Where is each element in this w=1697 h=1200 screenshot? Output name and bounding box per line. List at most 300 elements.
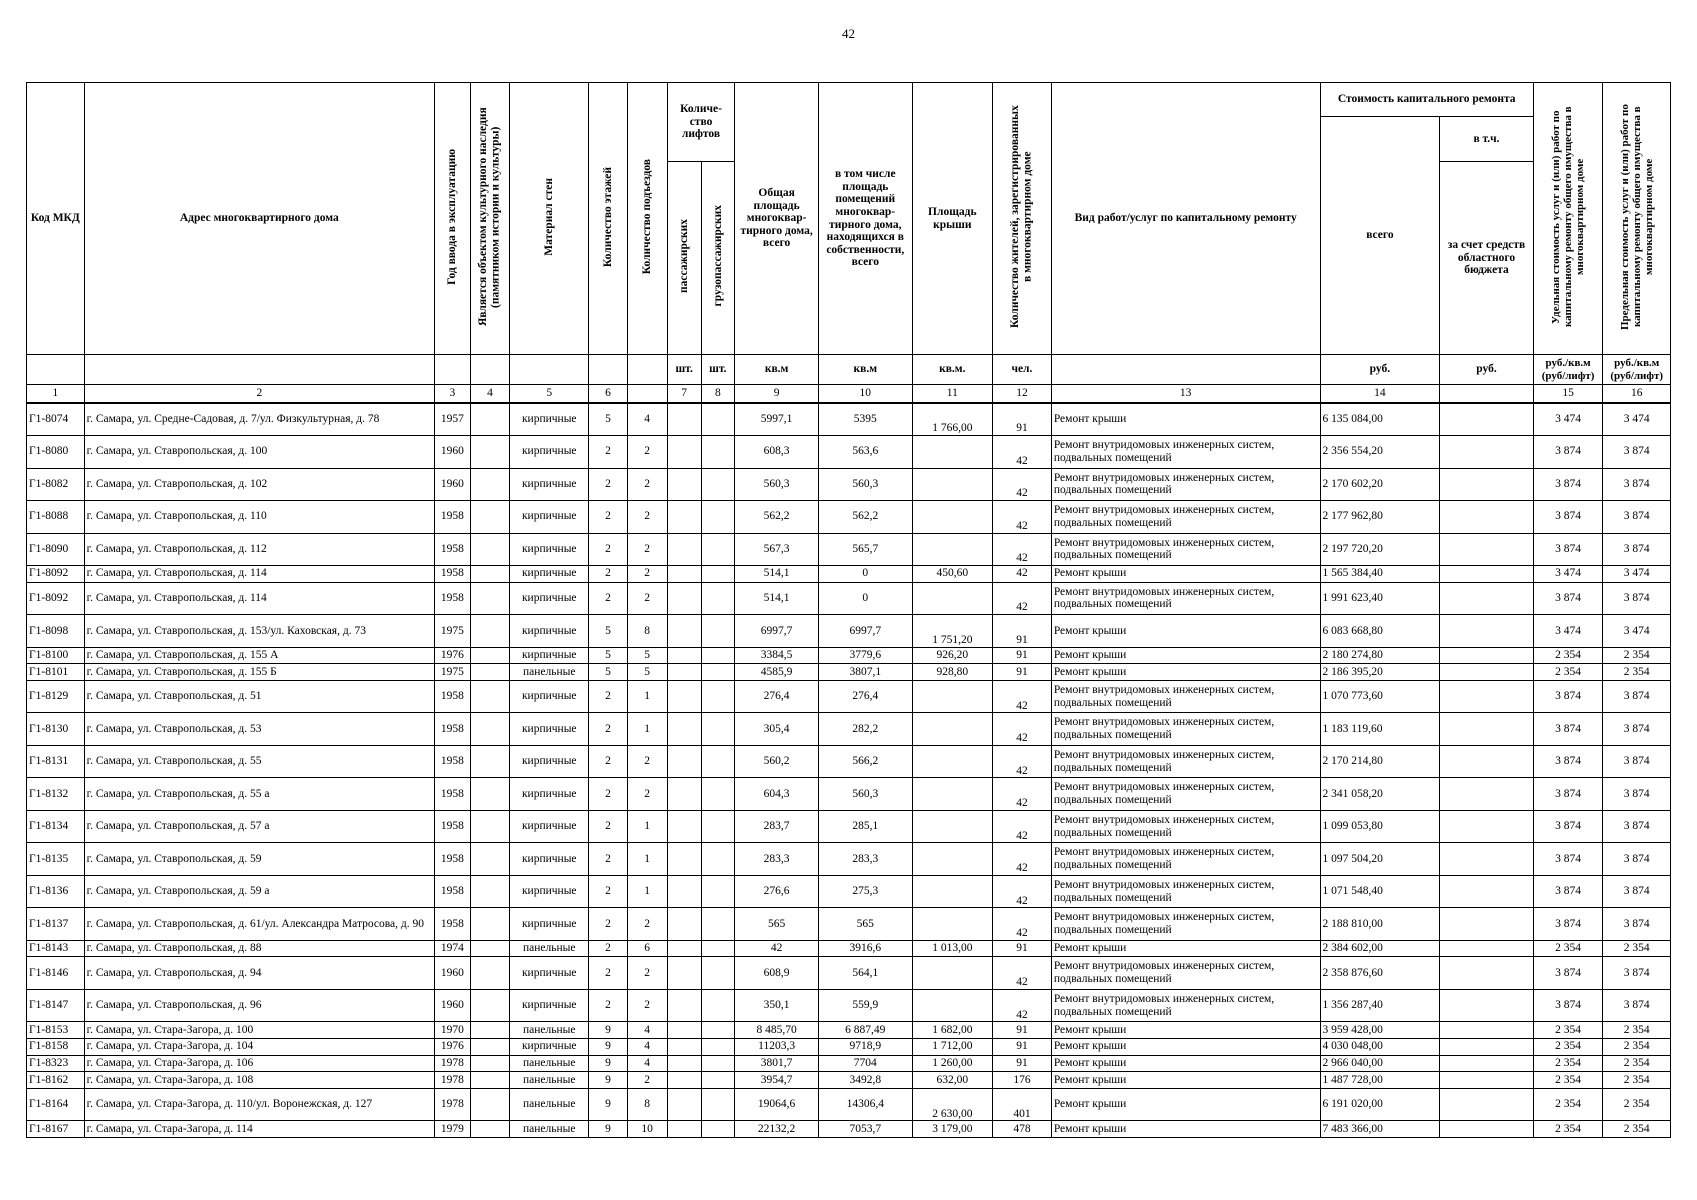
table-cell-regional: [1440, 1072, 1534, 1089]
table-cell-walls: кирпичные: [510, 1038, 589, 1055]
table-cell-lifts-cargo: [701, 468, 735, 501]
table-cell-code: Г1-8098: [27, 615, 85, 648]
table-cell-total-area: 276,4: [735, 680, 819, 713]
table-cell-entrances: 2: [627, 566, 667, 583]
table-cell-owned-area: 275,3: [819, 875, 913, 908]
table-cell-residents: 42: [993, 533, 1052, 566]
table-cell-residents: 91: [993, 1022, 1052, 1039]
table-cell-heritage: [470, 1121, 509, 1138]
table-cell-year: 1958: [434, 582, 470, 615]
table-cell-unit-cost: 2 354: [1533, 940, 1603, 957]
table-cell-lifts-passenger: [667, 1022, 701, 1039]
table-cell-regional: [1440, 778, 1534, 811]
header-lifts-cargo: грузопассажирских: [711, 205, 724, 307]
table-cell-address: г. Самара, ул. Ставропольская, д. 112: [84, 533, 434, 566]
column-number: 3: [434, 385, 470, 404]
table-cell-year: 1958: [434, 778, 470, 811]
header-cost-total: всего: [1320, 117, 1440, 355]
table-row: [27, 647, 1671, 664]
table-cell-owned-area: 566,2: [819, 745, 913, 778]
table-cell-residents: 42: [993, 745, 1052, 778]
table-cell-year: 1975: [434, 615, 470, 648]
header-floors: Количество этажей: [601, 166, 614, 267]
table-row: [27, 533, 1671, 566]
table-cell-total-area: 565: [735, 908, 819, 941]
table-cell-owned-area: 6997,7: [819, 615, 913, 648]
table-cell-lifts-cargo: [701, 533, 735, 566]
table-cell-address: г. Самара, ул. Ставропольская, д. 114: [84, 566, 434, 583]
table-cell-owned-area: 276,4: [819, 680, 913, 713]
unit-rate: руб./кв.м (руб/лифт): [1533, 355, 1603, 385]
table-cell-heritage: [470, 1022, 509, 1039]
table-cell-unit-cost: 2 354: [1533, 1038, 1603, 1055]
table-cell-lifts-passenger: [667, 1038, 701, 1055]
column-number: 2: [84, 385, 434, 404]
header-regional-budget: за счет средств областного бюджета: [1440, 162, 1534, 355]
table-cell-owned-area: 283,3: [819, 843, 913, 876]
table-cell-work-type: Ремонт крыши: [1051, 1072, 1320, 1089]
table-row: [27, 810, 1671, 843]
table-cell-lifts-passenger: [667, 843, 701, 876]
table-row: [27, 1072, 1671, 1089]
table-cell-regional: [1440, 810, 1534, 843]
table-cell-heritage: [470, 989, 509, 1022]
table-cell-lifts-passenger: [667, 664, 701, 681]
table-row: [27, 582, 1671, 615]
table-cell-heritage: [470, 582, 509, 615]
column-number: 8: [701, 385, 735, 404]
table-cell-work-type: Ремонт внутридомовых инженерных систем, подвальных помещений: [1051, 989, 1320, 1022]
table-cell-unit-cost: 3 874: [1533, 843, 1603, 876]
table-cell-limit-cost: 3 874: [1603, 843, 1671, 876]
table-cell-code: Г1-8082: [27, 468, 85, 501]
table-cell-roof-area: [912, 468, 993, 501]
table-row: [27, 664, 1671, 681]
table-cell-address: г. Самара, ул. Ставропольская, д. 59: [84, 843, 434, 876]
table-cell-residents: 91: [993, 1038, 1052, 1055]
table-cell-code: Г1-8143: [27, 940, 85, 957]
table-cell-address: г. Самара, ул. Ставропольская, д. 55: [84, 745, 434, 778]
table-cell-limit-cost: 2 354: [1603, 1072, 1671, 1089]
table-cell-year: 1974: [434, 940, 470, 957]
table-cell-lifts-cargo: [701, 680, 735, 713]
table-cell-limit-cost: 3 874: [1603, 745, 1671, 778]
table-cell-cost-total: 1 070 773,60: [1320, 680, 1440, 713]
table-cell-address: г. Самара, ул. Ставропольская, д. 94: [84, 957, 434, 990]
column-number: 6: [589, 385, 627, 404]
table-cell-total-area: 42: [735, 940, 819, 957]
table-cell-heritage: [470, 713, 509, 746]
table-cell-year: 1958: [434, 566, 470, 583]
table-cell-lifts-passenger: [667, 1055, 701, 1072]
table-cell-heritage: [470, 1072, 509, 1089]
table-cell-regional: [1440, 957, 1534, 990]
table-cell-limit-cost: 2 354: [1603, 1055, 1671, 1072]
table-cell-code: Г1-8167: [27, 1121, 85, 1138]
table-cell-total-area: 11203,3: [735, 1038, 819, 1055]
table-cell-floors: 2: [589, 582, 627, 615]
table-cell-limit-cost: 2 354: [1603, 1121, 1671, 1138]
table-cell-entrances: 5: [627, 664, 667, 681]
table-cell-year: 1978: [434, 1055, 470, 1072]
table-cell-address: г. Самара, ул. Стара-Загора, д. 108: [84, 1072, 434, 1089]
table-cell-residents: 401: [993, 1088, 1052, 1121]
header-roof-area: Площадь крыши: [912, 83, 993, 355]
table-cell-limit-cost: 2 354: [1603, 940, 1671, 957]
table-cell-roof-area: [912, 582, 993, 615]
table-cell-lifts-passenger: [667, 713, 701, 746]
table-cell-lifts-passenger: [667, 989, 701, 1022]
table-cell-year: 1979: [434, 1121, 470, 1138]
table-cell-lifts-cargo: [701, 403, 735, 436]
table-cell-floors: 9: [589, 1022, 627, 1039]
table-row: [27, 468, 1671, 501]
table-cell-regional: [1440, 436, 1534, 469]
table-row: [27, 1088, 1671, 1121]
table-cell-unit-cost: 2 354: [1533, 1121, 1603, 1138]
column-number: 16: [1603, 385, 1671, 404]
table-cell-address: г. Самара, ул. Стара-Загора, д. 104: [84, 1038, 434, 1055]
table-cell-lifts-cargo: [701, 1022, 735, 1039]
column-number: 14: [1320, 385, 1440, 404]
table-cell-lifts-passenger: [667, 957, 701, 990]
table-cell-code: Г1-8162: [27, 1072, 85, 1089]
header-total-area: Общая площадь многоквар- тирного дома, всего: [735, 83, 819, 355]
table-cell-roof-area: 1 766,00: [912, 403, 993, 436]
table-cell-year: 1976: [434, 647, 470, 664]
table-cell-code: Г1-8153: [27, 1022, 85, 1039]
table-row: [27, 615, 1671, 648]
table-cell-entrances: 2: [627, 501, 667, 534]
capital-repair-table: [26, 82, 1671, 1138]
table-cell-regional: [1440, 875, 1534, 908]
table-cell-unit-cost: 2 354: [1533, 1055, 1603, 1072]
table-cell-regional: [1440, 940, 1534, 957]
table-cell-cost-total: 1 099 053,80: [1320, 810, 1440, 843]
table-cell-floors: 2: [589, 501, 627, 534]
table-cell-total-area: 514,1: [735, 566, 819, 583]
table-cell-walls: кирпичные: [510, 745, 589, 778]
table-cell-code: Г1-8158: [27, 1038, 85, 1055]
table-cell-walls: панельные: [510, 1088, 589, 1121]
table-cell-floors: 2: [589, 940, 627, 957]
table-row: [27, 566, 1671, 583]
table-cell-floors: 2: [589, 810, 627, 843]
table-cell-code: Г1-8129: [27, 680, 85, 713]
column-number: 13: [1051, 385, 1320, 404]
table-cell-heritage: [470, 940, 509, 957]
table-cell-owned-area: 560,3: [819, 468, 913, 501]
table-cell-unit-cost: 2 354: [1533, 1022, 1603, 1039]
table-cell-work-type: Ремонт внутридомовых инженерных систем, подвальных помещений: [1051, 778, 1320, 811]
table-cell-total-area: 560,2: [735, 745, 819, 778]
table-cell-lifts-cargo: [701, 615, 735, 648]
table-cell-year: 1957: [434, 403, 470, 436]
unit-rub: руб.: [1320, 355, 1440, 385]
table-cell-work-type: Ремонт крыши: [1051, 403, 1320, 436]
table-cell-code: Г1-8088: [27, 501, 85, 534]
table-cell-heritage: [470, 1088, 509, 1121]
table-cell-code: Г1-8130: [27, 713, 85, 746]
table-cell-limit-cost: 3 874: [1603, 680, 1671, 713]
table-cell-owned-area: 9718,9: [819, 1038, 913, 1055]
table-cell-limit-cost: 2 354: [1603, 1088, 1671, 1121]
unit-rub: руб.: [1440, 355, 1534, 385]
table-cell-work-type: Ремонт крыши: [1051, 1121, 1320, 1138]
table-cell-work-type: Ремонт внутридомовых инженерных систем, подвальных помещений: [1051, 436, 1320, 469]
table-cell-lifts-cargo: [701, 436, 735, 469]
table-cell-year: 1958: [434, 745, 470, 778]
table-cell-floors: 2: [589, 989, 627, 1022]
header-year: Год ввода в эксплуатацию: [446, 148, 459, 285]
table-cell-limit-cost: 2 354: [1603, 1038, 1671, 1055]
table-cell-cost-total: 2 384 602,00: [1320, 940, 1440, 957]
column-number: 15: [1533, 385, 1603, 404]
table-cell-work-type: Ремонт внутридомовых инженерных систем, подвальных помещений: [1051, 713, 1320, 746]
table-row: [27, 843, 1671, 876]
table-cell-code: Г1-8132: [27, 778, 85, 811]
table-cell-total-area: 514,1: [735, 582, 819, 615]
table-cell-code: Г1-8092: [27, 582, 85, 615]
table-cell-address: г. Самара, ул. Ставропольская, д. 53: [84, 713, 434, 746]
table-cell-walls: кирпичные: [510, 615, 589, 648]
table-cell-walls: кирпичные: [510, 989, 589, 1022]
table-cell-work-type: Ремонт крыши: [1051, 566, 1320, 583]
table-cell-residents: 42: [993, 908, 1052, 941]
table-cell-walls: кирпичные: [510, 582, 589, 615]
table-cell-walls: кирпичные: [510, 810, 589, 843]
table-cell-total-area: 608,3: [735, 436, 819, 469]
table-cell-address: г. Самара, ул. Ставропольская, д. 155 А: [84, 647, 434, 664]
table-cell-owned-area: 562,2: [819, 501, 913, 534]
table-cell-roof-area: 1 682,00: [912, 1022, 993, 1039]
table-cell-lifts-passenger: [667, 1088, 701, 1121]
table-cell-work-type: Ремонт крыши: [1051, 647, 1320, 664]
table-cell-roof-area: 928,80: [912, 664, 993, 681]
table-cell-work-type: Ремонт внутридомовых инженерных систем, подвальных помещений: [1051, 957, 1320, 990]
table-cell-walls: кирпичные: [510, 403, 589, 436]
table-cell-cost-total: 2 170 214,80: [1320, 745, 1440, 778]
table-cell-roof-area: 450,60: [912, 566, 993, 583]
header-heritage: Является объектом культурного наследия (памятником истории и культуры): [477, 107, 502, 327]
table-cell-heritage: [470, 1038, 509, 1055]
table-cell-work-type: Ремонт внутридомовых инженерных систем, подвальных помещений: [1051, 745, 1320, 778]
table-cell-walls: панельные: [510, 1121, 589, 1138]
table-cell-residents: 42: [993, 713, 1052, 746]
table-cell-owned-area: 3492,8: [819, 1072, 913, 1089]
table-cell-unit-cost: 3 874: [1533, 436, 1603, 469]
table-cell-address: г. Самара, ул. Ставропольская, д. 100: [84, 436, 434, 469]
table-cell-residents: 91: [993, 1055, 1052, 1072]
table-cell-entrances: 2: [627, 582, 667, 615]
table-cell-code: Г1-8323: [27, 1055, 85, 1072]
table-cell-total-area: 567,3: [735, 533, 819, 566]
table-cell-code: Г1-8164: [27, 1088, 85, 1121]
table-cell-code: Г1-8136: [27, 875, 85, 908]
table-cell-floors: 9: [589, 1055, 627, 1072]
table-cell-lifts-cargo: [701, 647, 735, 664]
table-cell-walls: панельные: [510, 664, 589, 681]
table-cell-floors: 2: [589, 680, 627, 713]
table-cell-regional: [1440, 1055, 1534, 1072]
table-cell-lifts-passenger: [667, 533, 701, 566]
column-number: 1: [27, 385, 85, 404]
table-cell-address: г. Самара, ул. Ставропольская, д. 59 а: [84, 875, 434, 908]
table-cell-regional: [1440, 403, 1534, 436]
table-cell-owned-area: 560,3: [819, 778, 913, 811]
table-cell-lifts-cargo: [701, 989, 735, 1022]
table-cell-heritage: [470, 908, 509, 941]
table-row: [27, 940, 1671, 957]
table-cell-code: Г1-8131: [27, 745, 85, 778]
table-cell-limit-cost: 3 874: [1603, 436, 1671, 469]
table-cell-heritage: [470, 615, 509, 648]
table-cell-cost-total: 2 188 810,00: [1320, 908, 1440, 941]
table-cell-residents: 91: [993, 940, 1052, 957]
table-cell-limit-cost: 3 874: [1603, 778, 1671, 811]
table-cell-work-type: Ремонт внутридомовых инженерных систем, подвальных помещений: [1051, 501, 1320, 534]
column-number: 12: [993, 385, 1052, 404]
table-cell-limit-cost: 3 874: [1603, 468, 1671, 501]
table-cell-walls: кирпичные: [510, 713, 589, 746]
table-cell-roof-area: [912, 680, 993, 713]
table-row: [27, 1121, 1671, 1138]
table-cell-unit-cost: 3 874: [1533, 680, 1603, 713]
table-cell-floors: 2: [589, 778, 627, 811]
table-cell-limit-cost: 3 874: [1603, 957, 1671, 990]
table-cell-year: 1958: [434, 908, 470, 941]
table-cell-address: г. Самара, ул. Ставропольская, д. 61/ул. Александра Матросова, д. 90: [84, 908, 434, 941]
table-cell-total-area: 22132,2: [735, 1121, 819, 1138]
table-cell-code: Г1-8080: [27, 436, 85, 469]
table-cell-address: г. Самара, ул. Ставропольская, д. 55 а: [84, 778, 434, 811]
table-cell-owned-area: 7704: [819, 1055, 913, 1072]
table-cell-address: г. Самара, ул. Ставропольская, д. 88: [84, 940, 434, 957]
table-cell-cost-total: 2 186 395,20: [1320, 664, 1440, 681]
table-cell-owned-area: 563,6: [819, 436, 913, 469]
table-cell-floors: 2: [589, 843, 627, 876]
column-number: 11: [912, 385, 993, 404]
table-cell-cost-total: 4 030 048,00: [1320, 1038, 1440, 1055]
table-cell-year: 1958: [434, 680, 470, 713]
table-cell-floors: 2: [589, 908, 627, 941]
table-cell-unit-cost: 2 354: [1533, 1088, 1603, 1121]
table-cell-cost-total: 2 341 058,20: [1320, 778, 1440, 811]
table-cell-entrances: 1: [627, 843, 667, 876]
table-cell-cost-total: 2 966 040,00: [1320, 1055, 1440, 1072]
table-cell-roof-area: [912, 989, 993, 1022]
table-cell-roof-area: [912, 810, 993, 843]
table-cell-floors: 2: [589, 468, 627, 501]
table-cell-work-type: Ремонт крыши: [1051, 1038, 1320, 1055]
table-cell-entrances: 5: [627, 647, 667, 664]
table-cell-code: Г1-8092: [27, 566, 85, 583]
table-cell-floors: 2: [589, 957, 627, 990]
table-cell-unit-cost: 2 354: [1533, 647, 1603, 664]
table-cell-work-type: Ремонт крыши: [1051, 664, 1320, 681]
table-cell-owned-area: 564,1: [819, 957, 913, 990]
table-cell-roof-area: [912, 843, 993, 876]
table-cell-code: Г1-8101: [27, 664, 85, 681]
header-address: Адрес многоквартирного дома: [84, 83, 434, 355]
table-cell-unit-cost: 3 474: [1533, 403, 1603, 436]
table-cell-residents: 42: [993, 778, 1052, 811]
table-cell-work-type: Ремонт крыши: [1051, 1055, 1320, 1072]
table-cell-unit-cost: 3 874: [1533, 810, 1603, 843]
table-cell-cost-total: 3 959 428,00: [1320, 1022, 1440, 1039]
table-row: [27, 436, 1671, 469]
header-incl: в т.ч.: [1440, 117, 1534, 162]
table-cell-limit-cost: 3 874: [1603, 501, 1671, 534]
table-cell-address: г. Самара, ул. Ставропольская, д. 155 Б: [84, 664, 434, 681]
table-cell-floors: 9: [589, 1088, 627, 1121]
table-cell-owned-area: 3779,6: [819, 647, 913, 664]
header-limit-cost: Предельная стоимость услуг и (или) работ по капитальному ремонту общего имущества в многоквартирном доме: [1618, 103, 1655, 330]
table-cell-entrances: 2: [627, 436, 667, 469]
table-cell-roof-area: [912, 745, 993, 778]
table-cell-regional: [1440, 501, 1534, 534]
table-cell-entrances: 1: [627, 875, 667, 908]
table-cell-entrances: 6: [627, 940, 667, 957]
table-cell-lifts-passenger: [667, 1072, 701, 1089]
table-cell-entrances: 2: [627, 778, 667, 811]
table-cell-floors: 2: [589, 533, 627, 566]
table-cell-cost-total: 2 180 274,80: [1320, 647, 1440, 664]
table-cell-regional: [1440, 908, 1534, 941]
table-cell-year: 1960: [434, 468, 470, 501]
table-cell-cost-total: 1 183 119,60: [1320, 713, 1440, 746]
table-cell-residents: 176: [993, 1072, 1052, 1089]
table-cell-limit-cost: 3 874: [1603, 875, 1671, 908]
table-cell-entrances: 10: [627, 1121, 667, 1138]
table-cell-roof-area: 2 630,00: [912, 1088, 993, 1121]
table-cell-roof-area: [912, 501, 993, 534]
table-cell-entrances: 4: [627, 1022, 667, 1039]
unit-pcs: шт.: [667, 355, 701, 385]
table-cell-cost-total: 2 170 602,20: [1320, 468, 1440, 501]
table-cell-lifts-cargo: [701, 908, 735, 941]
table-cell-lifts-passenger: [667, 778, 701, 811]
table-cell-residents: 91: [993, 664, 1052, 681]
table-cell-roof-area: 1 013,00: [912, 940, 993, 957]
table-cell-entrances: 2: [627, 989, 667, 1022]
table-cell-regional: [1440, 1022, 1534, 1039]
table-cell-walls: кирпичные: [510, 957, 589, 990]
table-cell-unit-cost: 3 874: [1533, 468, 1603, 501]
table-cell-regional: [1440, 468, 1534, 501]
table-cell-cost-total: 2 358 876,60: [1320, 957, 1440, 990]
table-cell-unit-cost: 3 874: [1533, 908, 1603, 941]
table-cell-lifts-passenger: [667, 403, 701, 436]
table-cell-entrances: 1: [627, 810, 667, 843]
table-cell-entrances: 1: [627, 713, 667, 746]
table-row: [27, 778, 1671, 811]
header-work-type: Вид работ/услуг по капитальному ремонту: [1051, 83, 1320, 355]
table-cell-limit-cost: 3 474: [1603, 566, 1671, 583]
table-cell-year: 1960: [434, 989, 470, 1022]
table-cell-unit-cost: 3 874: [1533, 957, 1603, 990]
table-cell-heritage: [470, 957, 509, 990]
table-cell-unit-cost: 2 354: [1533, 664, 1603, 681]
table-cell-residents: 42: [993, 680, 1052, 713]
table-cell-residents: 42: [993, 989, 1052, 1022]
table-cell-limit-cost: 3 874: [1603, 582, 1671, 615]
table-row: [27, 908, 1671, 941]
table-cell-year: 1960: [434, 957, 470, 990]
table-cell-heritage: [470, 1055, 509, 1072]
table-cell-floors: 5: [589, 647, 627, 664]
table-cell-total-area: 562,2: [735, 501, 819, 534]
